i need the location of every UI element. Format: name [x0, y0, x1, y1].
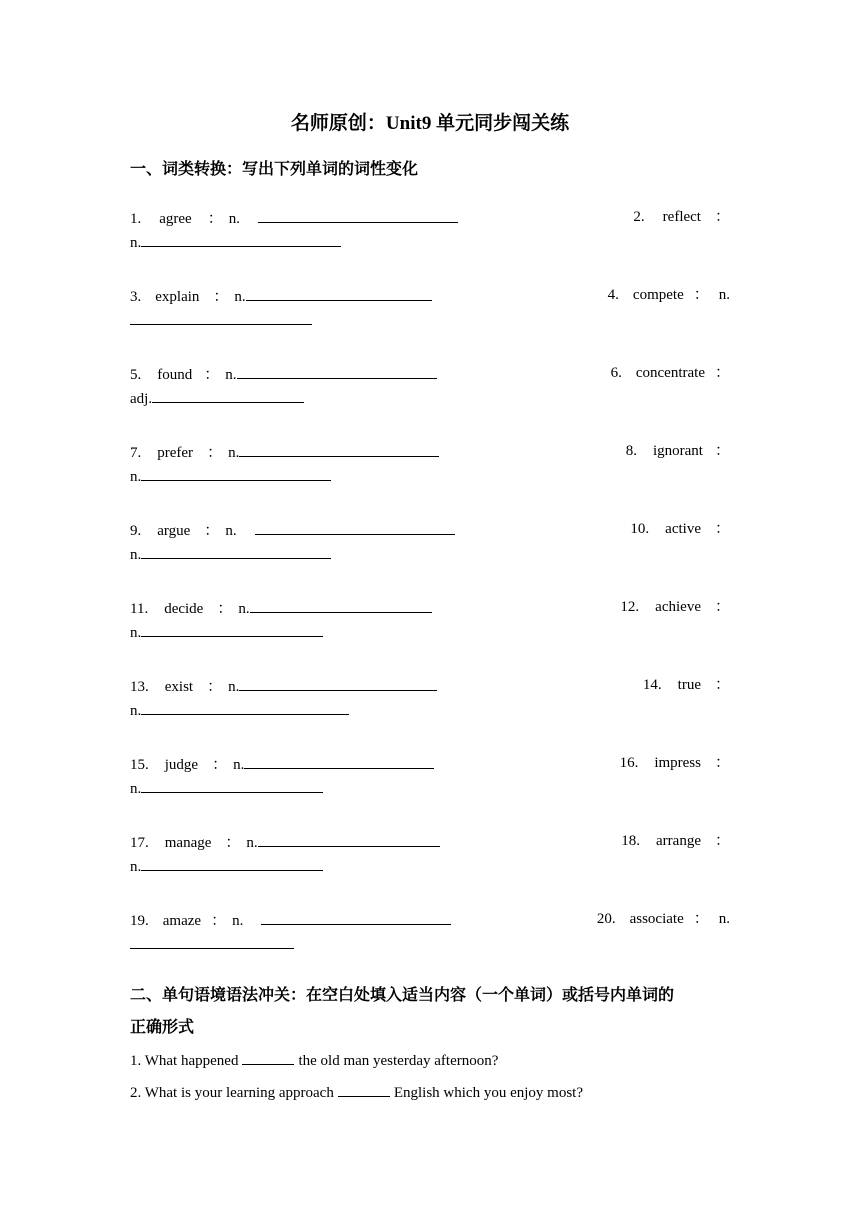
item-word: impress: [654, 755, 701, 771]
exercise-pair: [130, 830, 730, 894]
answer-blank[interactable]: [237, 362, 437, 379]
section1-heading: 一、词类转换：写出下列单词的词性变化: [130, 161, 419, 178]
answer-blank[interactable]: [255, 518, 455, 535]
answer-blank[interactable]: [141, 542, 331, 559]
exercise-pair: [130, 752, 730, 816]
item-number: 14.: [642, 677, 662, 693]
item-word: argue: [157, 523, 191, 539]
item-word: prefer: [157, 445, 194, 461]
item-word: reflect: [662, 209, 701, 225]
answer-blank[interactable]: [152, 386, 304, 403]
item-pos: n.: [130, 469, 142, 485]
sentence-before: What happened: [144, 1053, 239, 1069]
item-word: manage: [164, 835, 212, 851]
answer-blank[interactable]: [141, 620, 323, 637]
item-colon: ：: [714, 365, 730, 381]
exercise-pair: [130, 596, 730, 660]
exercise-pair: [130, 284, 730, 348]
item-colon: ：: [714, 521, 730, 537]
item-pos: n.: [718, 911, 730, 927]
item-colon: ：: [714, 833, 730, 849]
sentence-number: 1.: [130, 1053, 142, 1069]
item-pos: n.: [232, 913, 244, 929]
answer-blank[interactable]: [141, 230, 341, 247]
item-number: 6.: [610, 365, 622, 381]
item-colon: ：: [714, 755, 730, 771]
item-word: agree: [159, 211, 192, 227]
item-colon: ：: [693, 287, 709, 303]
item-pos: n.: [130, 235, 142, 251]
item-number: 3.: [130, 289, 142, 305]
item-number: 17.: [130, 835, 149, 851]
item-pos: n.: [225, 523, 237, 539]
item-pos: n.: [234, 289, 246, 305]
item-number: 9.: [130, 523, 142, 539]
item-colon: ：: [714, 443, 730, 459]
sentence-blank[interactable]: [338, 1081, 390, 1097]
item-number: 12.: [620, 599, 640, 615]
exercise-pair: [130, 674, 730, 738]
item-colon: ：: [714, 677, 730, 693]
item-number: 8.: [625, 443, 637, 459]
item-number: 13.: [130, 679, 149, 695]
item-number: 10.: [630, 521, 650, 537]
item-colon: ：: [212, 757, 228, 773]
answer-blank[interactable]: [246, 284, 432, 301]
exercise-pair: [130, 440, 730, 504]
exercise-pair: [130, 908, 730, 972]
sentence-item: [130, 1081, 583, 1104]
item-number: 2.: [633, 209, 645, 225]
item-colon: ：: [207, 211, 223, 227]
item-pos: n.: [130, 547, 142, 563]
answer-blank[interactable]: [244, 752, 434, 769]
item-number: 19.: [130, 913, 149, 929]
item-pos: n.: [225, 367, 237, 383]
exercise-pair: [130, 518, 730, 582]
item-pos: n.: [130, 859, 142, 875]
item-word: arrange: [656, 833, 701, 849]
sentence-before: What is your learning approach: [144, 1085, 334, 1101]
sentence-blank[interactable]: [242, 1049, 294, 1065]
item-pos: n.: [233, 757, 245, 773]
answer-blank[interactable]: [239, 674, 437, 691]
item-word: ignorant: [652, 443, 703, 459]
item-word: amaze: [162, 913, 202, 929]
answer-blank[interactable]: [258, 206, 458, 223]
item-colon: ：: [714, 599, 730, 615]
answer-blank[interactable]: [130, 932, 294, 949]
item-number: 1.: [130, 211, 142, 227]
answer-blank[interactable]: [250, 596, 432, 613]
answer-blank[interactable]: [258, 830, 440, 847]
exercise-pair: [130, 206, 730, 270]
item-pos: n.: [228, 445, 240, 461]
sentence-item: [130, 1049, 498, 1072]
item-word: concentrate: [635, 365, 705, 381]
item-pos: n.: [718, 287, 730, 303]
item-word: explain: [155, 289, 200, 305]
answer-blank[interactable]: [239, 440, 439, 457]
item-pos: adj.: [130, 391, 153, 407]
item-colon: ：: [693, 911, 709, 927]
item-pos: n.: [130, 625, 142, 641]
item-pos: n.: [130, 703, 142, 719]
item-colon: ：: [211, 913, 227, 929]
answer-blank[interactable]: [130, 308, 312, 325]
item-word: exist: [164, 679, 194, 695]
item-word: judge: [164, 757, 199, 773]
sentence-number: 2.: [130, 1085, 142, 1101]
answer-blank[interactable]: [261, 908, 451, 925]
item-colon: ：: [207, 679, 223, 695]
item-number: 4.: [607, 287, 619, 303]
exercise-pair: [130, 362, 730, 426]
item-word: active: [665, 521, 701, 537]
item-number: 15.: [130, 757, 149, 773]
item-number: 20.: [596, 911, 616, 927]
section2-heading: 二、单句语境语法冲关：在空白处填入适当内容（一个单词）或括号内单词的: [130, 987, 675, 1004]
item-colon: ：: [204, 367, 220, 383]
item-colon: ：: [213, 289, 229, 305]
item-number: 18.: [621, 833, 641, 849]
page-title: 名师原创：Unit9 单元同步闯关练: [290, 113, 570, 134]
item-number: 5.: [130, 367, 142, 383]
item-word: found: [157, 367, 193, 383]
item-number: 7.: [130, 445, 142, 461]
item-colon: ：: [217, 601, 233, 617]
sentence-after: the old man yesterday afternoon?: [298, 1053, 499, 1069]
sentence-after: English which you enjoy most?: [393, 1085, 583, 1101]
item-pos: n.: [238, 601, 250, 617]
answer-blank[interactable]: [141, 854, 323, 871]
item-colon: ：: [204, 523, 220, 539]
item-word: decide: [164, 601, 204, 617]
item-colon: ：: [225, 835, 241, 851]
answer-blank[interactable]: [141, 776, 323, 793]
item-pos: n.: [228, 679, 240, 695]
answer-blank[interactable]: [141, 464, 331, 481]
item-word: true: [677, 677, 701, 693]
item-colon: ：: [714, 209, 730, 225]
item-pos: n.: [228, 211, 240, 227]
item-word: achieve: [655, 599, 701, 615]
item-colon: ：: [207, 445, 223, 461]
item-pos: n.: [246, 835, 258, 851]
section2-heading-cont: 正确形式: [130, 1019, 195, 1036]
item-number: 11.: [130, 601, 149, 617]
answer-blank[interactable]: [141, 698, 349, 715]
item-word: compete: [632, 287, 684, 303]
item-pos: n.: [130, 781, 142, 797]
item-word: associate: [629, 911, 684, 927]
item-number: 16.: [619, 755, 639, 771]
